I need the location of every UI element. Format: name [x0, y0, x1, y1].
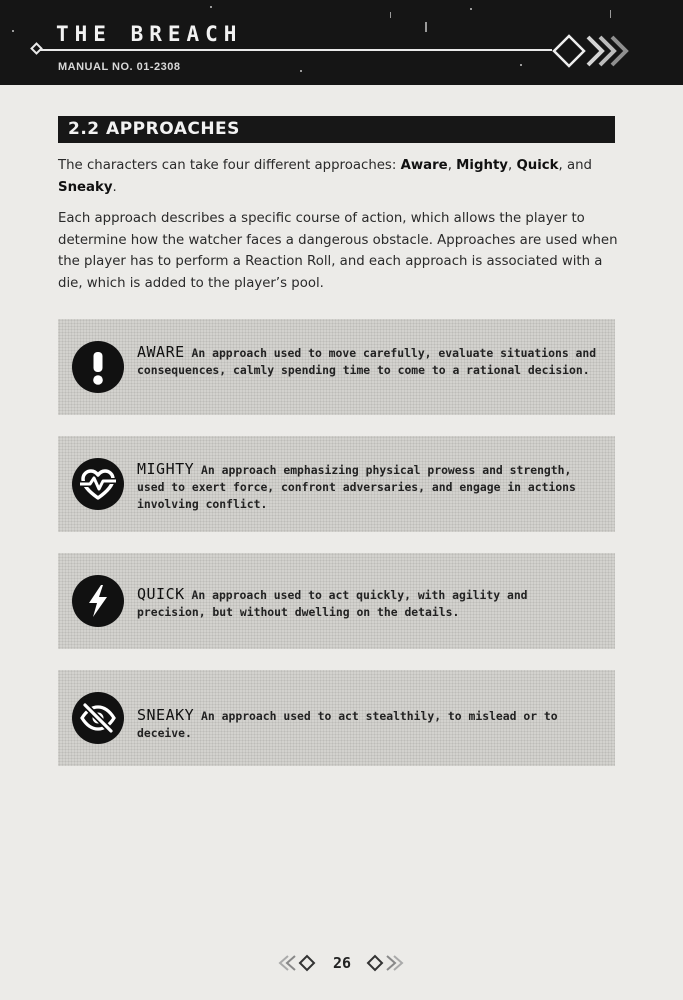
approach-description — [137, 461, 599, 513]
term-quick: Quick — [516, 158, 559, 173]
chevron-ornament-icon — [552, 34, 636, 68]
noise-speck — [390, 12, 391, 18]
approach-text: An approach emphasizing physical prowess and strength, used to exert force, confront adversaries, and engage in actions involving conflict. — [137, 463, 576, 511]
approach-card-aware — [58, 319, 615, 415]
noise-speck — [210, 6, 212, 8]
brand-title: THE BREACH — [56, 22, 243, 46]
intro-text: The characters can take four different approaches: — [58, 158, 401, 173]
approach-name: AWARE — [137, 343, 185, 361]
separator: , — [447, 158, 457, 173]
approach-card-mighty — [58, 436, 615, 532]
page-number: 26 — [332, 954, 352, 972]
chevron-left-ornament-icon — [276, 954, 320, 972]
exclamation-icon — [72, 341, 124, 393]
approach-text: An approach used to act quickly, with agility and precision, but without dwelling on the details. — [137, 588, 528, 619]
noise-speck — [520, 64, 522, 66]
approach-text: An approach used to move carefully, evaluate situations and consequences, calmly spending time to come to a rational decision. — [137, 346, 597, 377]
approach-description — [137, 707, 599, 742]
separator: . — [112, 179, 117, 195]
noise-speck — [12, 30, 14, 32]
manual-number: MANUAL NO. 01-2308 — [58, 61, 181, 73]
noise-speck — [610, 10, 611, 18]
approach-text: An approach used to act stealthily, to mislead or to deceive. — [137, 709, 558, 740]
separator: , — [507, 158, 517, 173]
intro-paragraph — [58, 155, 618, 198]
header-rule — [40, 49, 552, 51]
term-aware: Aware — [400, 158, 448, 173]
separator: , and — [558, 158, 592, 173]
eye-slash-icon — [72, 692, 124, 744]
approach-description — [137, 344, 599, 379]
body-paragraph: Each approach describes a specific course of action, which allows the player to determine how the watcher faces a dangerous obstacle. Approaches are used when the player has to perform a Reaction Roll, and each approach is associated with a die, which is added to the player’s pool. — [58, 211, 618, 291]
noise-speck — [425, 22, 427, 32]
term-sneaky: Sneaky — [58, 179, 113, 195]
noise-speck — [470, 8, 472, 10]
approach-description — [137, 586, 599, 621]
approach-card-sneaky — [58, 670, 615, 766]
term-mighty: Mighty — [456, 158, 508, 173]
noise-speck — [300, 70, 302, 72]
heart-pulse-icon — [72, 458, 124, 510]
approach-card-quick — [58, 553, 615, 649]
section-heading-bar — [58, 116, 615, 143]
section-title: 2.2 APPROACHES — [68, 119, 240, 139]
lightning-icon — [72, 575, 124, 627]
page-footer — [0, 950, 683, 976]
approach-name: SNEAKY — [137, 706, 195, 724]
approach-name: MIGHTY — [137, 460, 195, 478]
page-header — [0, 0, 683, 85]
chevron-right-ornament-icon — [362, 954, 406, 972]
approach-name: QUICK — [137, 585, 185, 603]
